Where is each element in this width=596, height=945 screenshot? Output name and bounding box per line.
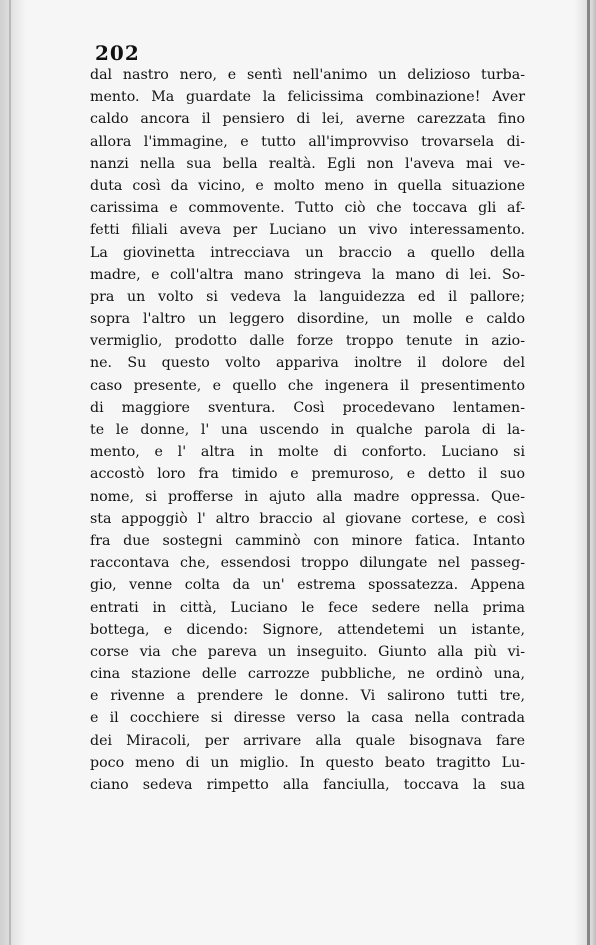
text-line: La giovinetta intrecciava un braccio a quello della: [90, 244, 525, 261]
text-line: vermiglio, prodotto dalle forze troppo tenute in azio-: [90, 333, 525, 350]
text-line: sta appoggiò l' altro braccio al giovane cortese, e così: [90, 510, 525, 527]
text-line: accostò loro fra timido e premuroso, e detto il suo: [90, 466, 525, 483]
text-line: cina stazione delle carrozze pubbliche, ne ordinò una,: [90, 666, 525, 683]
text-line: e il cocchiere si diresse verso la casa nella contrada: [90, 710, 525, 727]
text-line: di maggiore sventura. Così procedevano lentamen-: [90, 399, 525, 416]
text-line: allora l'immagine, e tutto all'improvviso trovarsela di-: [90, 133, 525, 150]
text-line: raccontava che, essendosi troppo dilungate nel passeg-: [90, 555, 525, 572]
text-line: nanzi nella sua bella realtà. Egli non l'aveva mai ve-: [90, 155, 525, 172]
page-number: 202: [95, 41, 140, 65]
text-line: fra due sostegni camminò con minore fatica. Intanto: [90, 532, 525, 549]
text-line: madre, e coll'altra mano stringeva la mano di lei. So-: [90, 266, 525, 283]
text-line: duta così da vicino, e molto meno in quella situazione: [90, 177, 525, 194]
text-line: entrati in città, Luciano le fece sedere nella prima: [90, 599, 525, 616]
text-line: nome, si profferse in ajuto alla madre oppressa. Que-: [90, 488, 525, 505]
page-right-edge-line: [587, 0, 590, 945]
text-line: dal nastro nero, e sentì nell'animo un delizioso turba-: [90, 67, 525, 83]
text-line: caso presente, e quello che ingenera il presentimento: [90, 377, 525, 394]
text-line: fetti filiali aveva per Luciano un vivo interessamento.: [90, 222, 525, 239]
text-line: mento, e l' altra in molte di conforto. Luciano si: [90, 444, 525, 461]
text-line: caldo ancora il pensiero di lei, averne carezzata fino: [90, 111, 525, 128]
text-line: bottega, e dicendo: Signore, attendetemi un istante,: [90, 621, 525, 638]
text-line: gio, venne colta da un' estrema spossatezza. Appena: [90, 577, 525, 594]
text-line: sopra l'altro un leggero disordine, un molle e caldo: [90, 311, 525, 328]
page-right-shadow: [574, 0, 596, 945]
text-line: ciano sedeva rimpetto alla fanciulla, toccava la sua: [90, 777, 525, 793]
text-line: e rivenne a prendere le donne. Vi salirono tutti tre,: [90, 688, 525, 705]
page-left-shadow: [0, 0, 26, 945]
text-line: poco meno di un miglio. In questo beato tragitto Lu-: [90, 754, 525, 771]
text-line: corse via che pareva un inseguito. Giunto alla più vi-: [90, 643, 525, 660]
text-line: pra un volto si vedeva la languidezza ed il pallore;: [90, 288, 525, 305]
text-line: dei Miracoli, per arrivare alla quale bisognava fare: [90, 732, 525, 749]
text-line: ne. Su questo volto appariva inoltre il dolore del: [90, 355, 525, 372]
text-line: mento. Ma guardate la felicissima combinazione! Aver: [90, 89, 525, 106]
page-left-edge-line: [9, 0, 11, 945]
text-line: te le donne, l' una uscendo in qualche parola di la-: [90, 422, 525, 438]
body-text: [90, 64, 525, 796]
text-line: carissima e commovente. Tutto ciò che toccava gli af-: [90, 200, 525, 217]
